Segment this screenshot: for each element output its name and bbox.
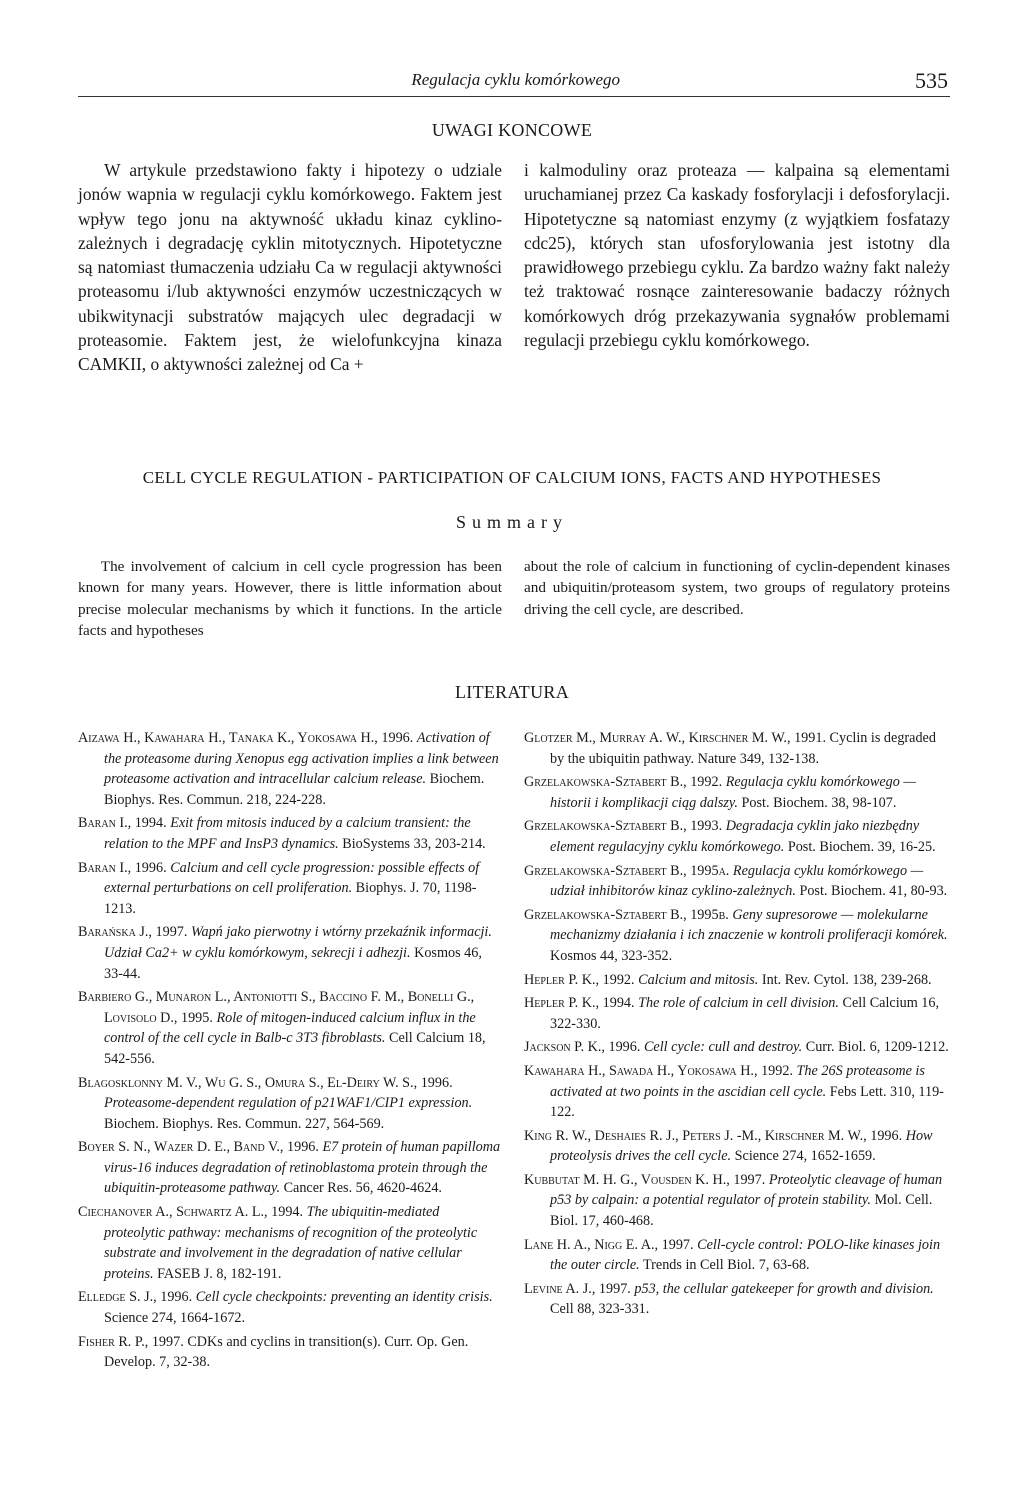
reference-source: Curr. Biol. 6, 1209-1212. (805, 1039, 949, 1056)
reference-source: Trends in Cell Biol. 7, 63-68. (643, 1257, 810, 1274)
reference-title: The role of calcium in cell division. (638, 995, 839, 1012)
reference-authors: Jackson P. K., 1996. (524, 1039, 641, 1056)
reference-title: Activation of the proteasome during Xenopus egg activation implies a link between proteasome activation and intracellular calcium release. (104, 730, 499, 788)
reference-authors: Baran I., 1994. (78, 815, 167, 832)
reference-title: The ubiquitin-mediated proteolytic pathway: mechanisms of recognition of the proteolytic substrate and involvement in the degradation of native cellular proteins. (104, 1204, 478, 1282)
reference-authors: Kubbutat M. H. G., Vousden K. H., 1997. (524, 1171, 766, 1188)
reference-entry (78, 1202, 502, 1284)
reference-authors: Boyer S. N., Wazer D. E., Band V., 1996. (78, 1139, 319, 1156)
reference-source: Post. Biochem. 39, 16-25. (787, 838, 936, 855)
reference-source: Cancer Res. 56, 4620-4624. (283, 1180, 442, 1197)
reference-source: CDKs and cyclins in transition(s). Curr. Op. Gen. Develop. 7, 32-38. (104, 1333, 469, 1371)
reference-authors: Fisher R. P., 1997. (78, 1333, 184, 1350)
reference-authors: Baran I., 1996. (78, 859, 167, 876)
reference-entry (78, 813, 502, 854)
reference-authors: Glotzer M., Murray A. W., Kirschner M. W., 1991. (524, 730, 826, 746)
reference-source: Cell Calcium 18, 542-556. (104, 1030, 486, 1067)
reference-title: Degradacja cyklin jako niezbędny element regulacyjny cyklu komórkowego. (550, 818, 920, 855)
summary-heading: Summary (456, 512, 568, 532)
reference-entry (524, 1235, 950, 1276)
reference-source: Biochem. Biophys. Res. Commun. 227, 564-569. (104, 1115, 385, 1132)
reference-entry (78, 858, 502, 920)
reference-authors: Grzelakowska-Sztabert B., 1995b. (524, 906, 729, 923)
reference-entry (524, 861, 950, 902)
reference-authors: Grzelakowska-Sztabert B., 1992. (524, 774, 723, 791)
reference-title: Wapń jako pierwotny i wtórny przekaźnik informacji. Udział Ca2+ w cyklu komórkowym, sekrecji i adhezji. (104, 924, 492, 961)
reference-entry (524, 728, 950, 769)
reference-entry (78, 922, 502, 984)
running-title: Regulacja cyklu komórkowego (411, 70, 620, 89)
summary-left-paragraph: The involvement of calcium in cell cycle progression has been known for many years. However, there is little information about precise molecular mechanisms by which it functions. In the article facts and hypotheses (78, 558, 502, 639)
reference-source: Cell Calcium 16, 322-330. (550, 995, 940, 1032)
reference-entry (524, 1279, 950, 1320)
reference-authors: Barbiero G., Munaron L., Antoniotti S., Baccino F. M., Bonelli G., Lovisolo D., 1995. (78, 989, 475, 1026)
reference-title: Calcium and cell cycle progression: possible effects of external perturbations on cell proliferation. (104, 859, 480, 897)
references-right-column (524, 728, 950, 1323)
reference-title: Proteasome-dependent regulation of p21WAF1/CIP1 expression. (104, 1095, 473, 1112)
reference-source: Post. Biochem. 41, 80-93. (799, 883, 948, 900)
reference-authors: Hepler P. K., 1992. (524, 971, 635, 988)
reference-source: FASEB J. 8, 182-191. (157, 1265, 282, 1282)
summary-left-column (78, 556, 502, 641)
summary-right-paragraph: about the role of calcium in functioning of cyclin-dependent kinases and ubiquitin/proteasom system, two groups of regulatory proteins driving the cell cycle, are described. (524, 558, 950, 618)
reference-authors: King R. W., Deshaies R. J., Peters J. -M., Kirschner M. W., 1996. (524, 1127, 903, 1144)
reference-source: BioSystems 33, 203-214. (342, 835, 486, 852)
reference-title: p53, the cellular gatekeeper for growth and division. (634, 1280, 934, 1297)
reference-entry (524, 1126, 950, 1167)
literature-title: LITERATURA (455, 682, 569, 702)
reference-title: The 26S proteasome is activated at two points in the ascidian cell cycle. (550, 1062, 925, 1100)
reference-source: Biophys. J. 70, 1198-1213. (104, 880, 477, 917)
reference-source: Cell 88, 323-331. (550, 1301, 650, 1318)
reference-entry (78, 728, 502, 810)
reference-authors: Lane H. A., Nigg E. A., 1997. (524, 1236, 694, 1253)
reference-authors: Aizawa H., Kawahara H., Tanaka K., Yokosawa H., 1996. (78, 730, 414, 746)
reference-entry (78, 1073, 502, 1135)
reference-entry (524, 970, 950, 991)
reference-entry (524, 905, 950, 967)
conclusions-right-column (524, 158, 950, 352)
reference-entry (78, 1332, 502, 1373)
reference-source: Febs Lett. 310, 119-122. (550, 1083, 944, 1121)
reference-source: Science 274, 1652-1659. (734, 1148, 876, 1165)
reference-source: Mol. Cell. Biol. 17, 460-468. (550, 1192, 933, 1230)
reference-entry (78, 1137, 502, 1199)
reference-source: Kosmos 44, 323-352. (550, 947, 673, 964)
reference-entry (78, 1287, 502, 1328)
reference-authors: Hepler P. K., 1994. (524, 995, 635, 1012)
reference-source: Biochem. Biophys. Res. Commun. 218, 224-228. (104, 771, 485, 808)
page-number: 535 (915, 68, 948, 93)
reference-title: Calcium and mitosis. (638, 971, 759, 988)
reference-source: Post. Biochem. 38, 98-107. (741, 794, 897, 811)
reference-authors: Elledge S. J., 1996. (78, 1289, 193, 1306)
reference-title: E7 protein of human papilloma virus-16 induces degradation of retinoblastoma protein through the ubiquitin-proteasome pathway. (104, 1139, 501, 1197)
reference-authors: Blagosklonny M. V., Wu G. S., Omura S., El-Deiry W. S., 1996. (78, 1074, 453, 1091)
reference-entry (524, 772, 950, 813)
reference-title: How proteolysis drives the cell cycle. (550, 1127, 933, 1165)
references-left-column (78, 728, 502, 1376)
reference-entry (78, 987, 502, 1069)
summary-right-column (524, 556, 950, 620)
reference-source: Kosmos 46, 33-44. (104, 944, 482, 982)
reference-entry (524, 1170, 950, 1232)
reference-entry (524, 816, 950, 857)
summary-title: CELL CYCLE REGULATION - PARTICIPATION OF CALCIUM IONS, FACTS AND HYPOTHESES (142, 468, 882, 487)
conclusions-right-paragraph: i kalmoduliny oraz proteaza — kalpaina są elementami uruchamianej przez Ca kaskady fosforylacji i defosforylacji. Hipotetyczne są natomiast enzymy (z wyjątkiem fosfatazy cdc25), których stan ufosforylowania jest istotny dla prawidłowego przebiegu cyklu. Za bardzo ważny fakt należy też traktować rosnące zainteresowanie badaczy różnych komórkowych dróg przekazywania sygnałów problemami regulacji przebiegu cyklu komórkowego. (524, 160, 950, 351)
reference-title: Cell cycle checkpoints: preventing an identity crisis. (195, 1289, 493, 1306)
reference-entry (524, 1037, 950, 1058)
reference-title: Exit from mitosis induced by a calcium transient: the relation to the MPF and InsP3 dynamics. (104, 815, 471, 852)
reference-authors: Grzelakowska-Sztabert B., 1993. (524, 818, 723, 835)
reference-title: Regulacja cyklu komórkowego — historii i komplikacji ciąg dalszy. (550, 774, 916, 811)
conclusions-left-paragraph: W artykule przedstawiono fakty i hipotezy o udziale jonów wapnia w regulacji cyklu komórkowego. Faktem jest wpływ tego jonu na aktywność układu kinaz cyklino-zależnych i degradację cyklin mitotycznych. Hipotetyczne są natomiast tłumaczenia udziału Ca w regulacji aktywności proteasomu i/lub aktywności enzymów uczestniczących w ubikwitynacji substratów mających ulec degradacji w proteasomie. Faktem jest, że wielofunkcyjna kinaza CAMKII, o aktywności zależnej od Ca + (78, 160, 502, 375)
reference-entry (524, 1061, 950, 1123)
reference-title: Role of mitogen-induced calcium influx in the control of the cell cycle in Balb-c 3T3 fibroblasts. (104, 1009, 476, 1047)
reference-authors: Kawahara H., Sawada H., Yokosawa H., 1992. (524, 1062, 793, 1079)
reference-source: Cyclin is degraded by the ubiquitin pathway. Nature 349, 132-138. (550, 730, 936, 767)
reference-title: Proteolytic cleavage of human p53 by calpain: a potential regulator of protein stability. (550, 1171, 943, 1209)
reference-source: Int. Rev. Cytol. 138, 239-268. (761, 971, 932, 988)
reference-authors: Grzelakowska-Sztabert B., 1995a. (524, 862, 730, 879)
reference-title: Regulacja cyklu komórkowego — udział inhibitorów kinaz cyklino-zależnych. (550, 862, 924, 900)
reference-title: Cell-cycle control: POLO-like kinases join the outer circle. (550, 1236, 941, 1274)
reference-source: Science 274, 1664-1672. (104, 1310, 246, 1327)
reference-entry (524, 993, 950, 1034)
running-header (78, 68, 950, 97)
reference-authors: Levine A. J., 1997. (524, 1280, 631, 1297)
reference-title: Cell cycle: cull and destroy. (643, 1039, 803, 1056)
conclusions-title: UWAGI KONCOWE (431, 120, 593, 140)
reference-authors: Barańska J., 1997. (78, 924, 188, 941)
reference-authors: Ciechanover A., Schwartz A. L., 1994. (78, 1204, 304, 1221)
reference-title: Geny supresorowe — molekularne mechanizmy działania i ich znaczenie w kontroli proliferacji komórek. (550, 906, 948, 944)
conclusions-left-column (78, 158, 502, 377)
